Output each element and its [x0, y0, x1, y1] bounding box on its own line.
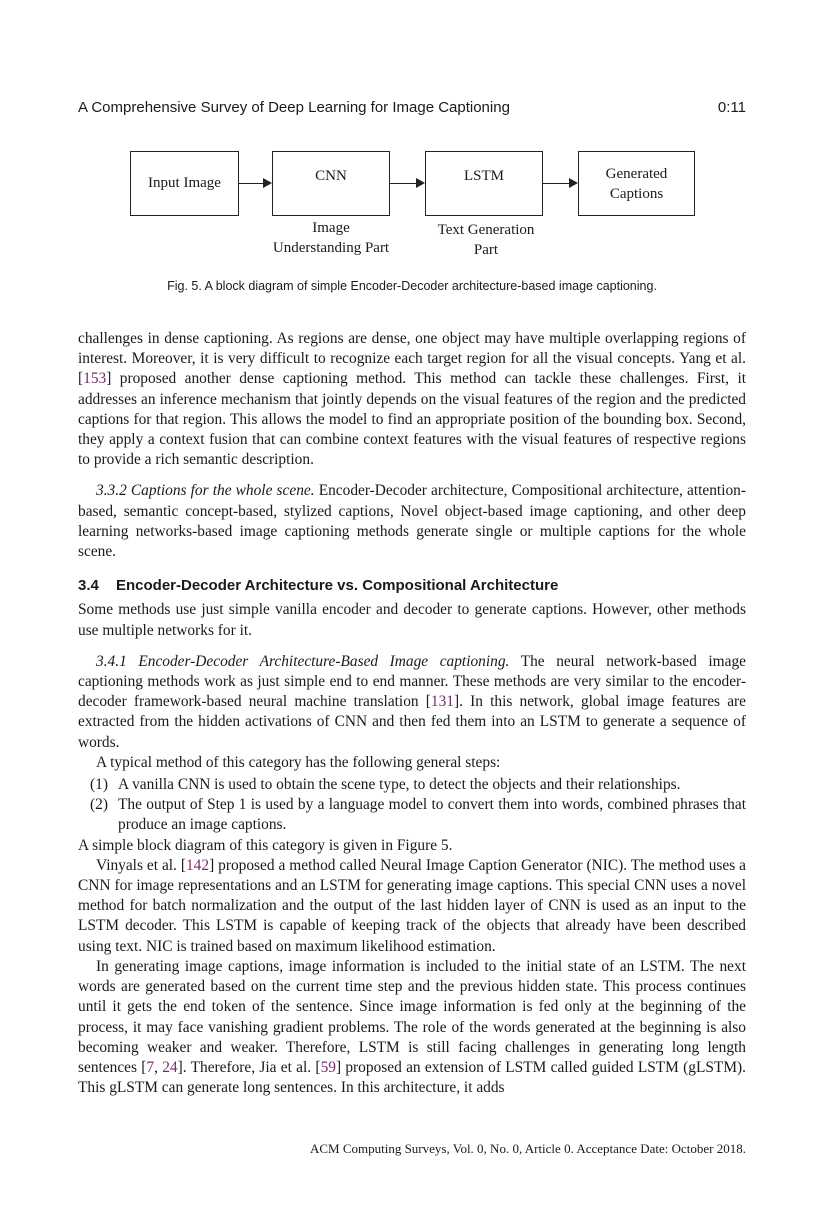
paragraph-block-diagram: A simple block diagram of this category is given in Figure 5.	[78, 836, 453, 854]
text-span: A vanilla CNN is used to obtain the scene type, to detect the objects and their relationships.	[118, 776, 681, 794]
paragraph-section-intro: Some methods use just simple vanilla encoder and decoder to generate captions. However, other methods use multiple networks for it.	[78, 601, 746, 639]
arrow-input-cnn	[239, 183, 270, 184]
steps-list	[78, 775, 746, 836]
paragraph-steps-intro: A typical method of this category has the following general steps:	[96, 753, 501, 771]
paragraph-dense-captioning	[78, 329, 746, 470]
citation-link[interactable]: 7	[146, 1058, 155, 1076]
text-span: ,	[154, 1058, 163, 1076]
body-text	[78, 329, 746, 1098]
box-output-line2: Captions	[609, 185, 664, 202]
text-span: Encoder-Decoder architecture, Compositional architecture, attention-based, semantic concept-based, stylized captions, Novel object-based image captioning, and other deep learning networks-based image captioning methods generate single or multiple captions for the whole scene.	[78, 482, 746, 561]
text-span: ]. Therefore, Jia et al. [	[177, 1058, 321, 1076]
box-lstm-label: LSTM	[463, 168, 504, 184]
arrow-lstm-output	[543, 183, 576, 184]
list-marker: (2)	[90, 796, 108, 814]
subsection-heading: 3.3.2 Captions for the whole scene.	[96, 482, 315, 500]
list-item	[78, 775, 746, 795]
text-span: ] proposed an extension of LSTM called guided LSTM (gLSTM). This gLSTM can generate long sentences. In this architecture, it adds	[78, 1058, 746, 1097]
citation-link[interactable]: 131	[430, 693, 454, 711]
citation-link[interactable]: 142	[185, 856, 210, 874]
arrow-cnn-lstm	[390, 183, 423, 184]
text-span: ] proposed another dense captioning method. This method can tackle these challenges. First, it addresses an inference mechanism that jointly depends on the visual features of the region and the predicted captions for that region. This allows the model to find an appropriate position of the bounding box. Second, they apply a context fusion that can combine context features with the visual features of respective regions to provide a rich semantic description.	[78, 370, 746, 469]
text-span: In generating image captions, image information is included to the initial state of an LSTM. The next words are generated based on the current time step and the previous hidden state. This process continues until it gets the end token of the sentence. Since image information is fed only at the beginning of the process, it may face vanishing gradient problems. The role of the words generated at the beginning is also becoming weaker and weaker. Therefore, LSTM is still facing challenges in generating long length sentences [	[78, 957, 746, 1076]
box-cnn	[272, 151, 390, 216]
label-cnn-line1: Image	[312, 220, 350, 236]
citation-link[interactable]: 24	[162, 1058, 178, 1076]
section-heading-3-4	[78, 576, 746, 596]
text-span: The neural network-based image captioning methods work as just simple end to end manner. These methods are very similar to the encoder-decoder framework-based neural machine translation [	[78, 652, 747, 711]
section-title: Encoder-Decoder Architecture vs. Compositional Architecture	[116, 577, 559, 595]
subsection-3-4-1	[78, 652, 746, 753]
label-lstm-line1: Text Generation	[437, 222, 535, 238]
header-title: A Comprehensive Survey of Deep Learning for Image Captioning	[78, 99, 510, 116]
text-span: challenges in dense captioning. As regions are dense, one object may have multiple overlapping regions of interest. Moreover, it is very difficult to recognize each target region for all the visual concepts. Yang et al. [	[78, 330, 746, 388]
subsection-3-3-2	[78, 481, 746, 562]
running-header	[78, 99, 746, 121]
paragraph-vinyals	[78, 856, 746, 957]
subsection-heading: 3.4.1 Encoder-Decoder Architecture-Based Image captioning.	[96, 652, 510, 670]
citation-link[interactable]: 59	[320, 1058, 336, 1076]
paragraph-generating	[78, 957, 746, 1098]
text-span: ] proposed a method called Neural Image Caption Generator (NIC). The method uses a CNN for image representations and an LSTM for generating image captions. This special CNN uses a novel method for batch normalization and the output of the last hidden layer of CNN is used as an input to the LSTM decoder. This LSTM is capable of keeping track of the objects that already have been described using text. NIC is trained based on maximum likelihood estimation.	[78, 856, 746, 955]
text-span: Vinyals et al. [	[96, 856, 186, 874]
page-number: 0:11	[717, 99, 746, 116]
box-lstm	[425, 151, 543, 216]
citation-link[interactable]: 153	[83, 370, 107, 388]
figure-caption: Fig. 5. A block diagram of simple Encoder-Decoder architecture-based image captioning.	[167, 279, 657, 293]
list-marker: (1)	[90, 776, 108, 794]
section-number: 3.4	[78, 577, 99, 595]
box-input-label: Input Image	[148, 175, 221, 191]
label-cnn-line2: Understanding Part	[272, 240, 390, 256]
list-item	[78, 795, 746, 835]
figure-5	[0, 146, 824, 276]
box-output-line1: Generated	[605, 165, 668, 182]
journal-footer: ACM Computing Surveys, Vol. 0, No. 0, Article 0. Acceptance Date: October 2018.	[309, 1141, 746, 1156]
text-span: ]. In this network, global image features are extracted from the hidden activations of CNN and then fed them into an LSTM to generate a sequence of words.	[78, 693, 747, 751]
text-span: The output of Step 1 is used by a language model to convert them into words, combined phrases that produce an image captions.	[118, 796, 746, 834]
label-image-understanding	[255, 218, 407, 258]
box-generated-captions	[578, 151, 695, 216]
box-cnn-label: CNN	[315, 168, 347, 184]
label-text-generation	[410, 220, 562, 260]
label-lstm-line2: Part	[473, 242, 499, 258]
box-input-image	[130, 151, 239, 216]
